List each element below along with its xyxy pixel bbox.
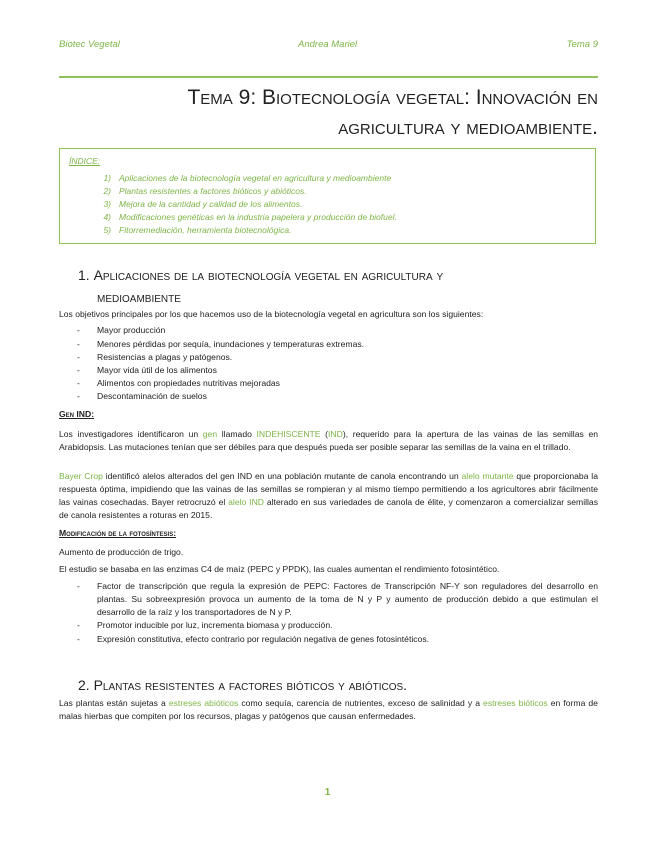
- index-box: [59, 148, 596, 244]
- list-item: - Descontaminación de suelos: [77, 391, 207, 401]
- header-divider: [59, 76, 598, 78]
- index-heading: ÍNDICE:: [69, 156, 101, 166]
- list-item: - Mayor vida útil de los alimentos: [77, 365, 217, 375]
- section2-heading: 2. Plantas resistentes a factores bióticos y abióticos.: [78, 677, 408, 693]
- header-center: Andrea Mariel: [298, 39, 358, 50]
- index-item: 4) Modificaciones genéticas en la industria papelera y producción de biofuel.: [103, 212, 397, 222]
- fotosintesis-paragraph-2: El estudio se basaba en las enzimas C4 de maíz (PEPC y PPDK), las cuales aumentan el rendimiento fotosintético.: [59, 564, 500, 574]
- list-item: - Factor de transcripción que regula la expresión de PEPC: Factores de Transcripción NF-Y son reguladores del desarrollo en plantas. Su sobreexpresión provoca un aumento de la toma de N y P y aumento de producción debido a que estimulan el desarrollo de la raíz y los transportadores de N y P.: [77, 581, 598, 617]
- section1-heading: 1. Aplicaciones de la biotecnología vegetal en agricultura y: [78, 267, 444, 283]
- list-item: - Alimentos con propiedades nutritivas mejoradas: [77, 378, 280, 388]
- section1-intro: Los objetivos principales por los que hacemos uso de la biotecnología vegetal en agricultura son los siguientes:: [59, 309, 484, 319]
- section1-heading-cont: medioambiente: [97, 289, 181, 305]
- fotosintesis-heading: Modificación de la fotosíntesis:: [59, 528, 177, 538]
- gen-ind-heading: Gen IND:: [59, 409, 95, 419]
- list-item: - Resistencias a plagas y patógenos.: [77, 352, 233, 362]
- index-item: 1) Aplicaciones de la biotecnología vegetal en agricultura y medioambiente: [103, 173, 392, 183]
- list-item: - Promotor inducible por luz, incrementa biomasa y producción.: [77, 620, 333, 630]
- document-title-line2: agricultura y medioambiente.: [338, 116, 598, 139]
- index-item: 5) Fitorremediación, herramienta biotecnológica.: [103, 225, 292, 235]
- document-title-line1: Tema 9: Biotecnología vegetal: Innovación en: [187, 86, 598, 109]
- gen-ind-paragraph-2: Bayer Crop identificó alelos alterados del gen IND en una población mutante de canola encontrando un alelo mutante que proporcionaba la respuesta óptima, impidiendo que las vainas de las semillas se rompieran y al mismo tiempo permitiendo a los agricultores abrir fácilmente las vainas cosechadas. Bayer retrocruzó el alelo IND alterado en sus variedades de canola de élite, y comenzaron a comercializar semillas de canola resistentes a roturas en 2015.: [59, 471, 599, 520]
- section2-paragraph: Las plantas están sujetas a estreses abióticos como sequía, carencia de nutrientes, exceso de salinidad y a estreses bióticos en forma de malas hierbas que compiten por los recursos, plagas y patógenos que causan enfermedades.: [59, 698, 598, 721]
- list-item: - Expresión constitutiva, efecto contrario por regulación negativa de genes fotosintéticos.: [77, 634, 430, 644]
- header-right: Tema 9: [566, 39, 598, 50]
- list-item: - Menores pérdidas por sequía, inundaciones y temperaturas extremas.: [77, 339, 365, 349]
- fotosintesis-paragraph-1: Aumento de producción de trigo.: [59, 547, 184, 557]
- gen-ind-paragraph-1: Los investigadores identificaron un gen llamado INDEHISCENTE (IND), requerido para la apertura de las vainas de las semillas en Arabidopsis. Las mutaciones tenían que ser débiles para que después pueda ser posible separar las semillas de la vaina en el trillado.: [59, 429, 599, 452]
- header-left: Biotec Vegetal: [59, 39, 120, 50]
- list-item: - Mayor producción: [77, 325, 166, 335]
- page-number: 1: [324, 787, 331, 798]
- index-item: 3) Mejora de la cantidad y calidad de los alimentos.: [103, 199, 303, 209]
- index-item: 2) Plantas resistentes a factores bióticos y abióticos.: [103, 186, 307, 196]
